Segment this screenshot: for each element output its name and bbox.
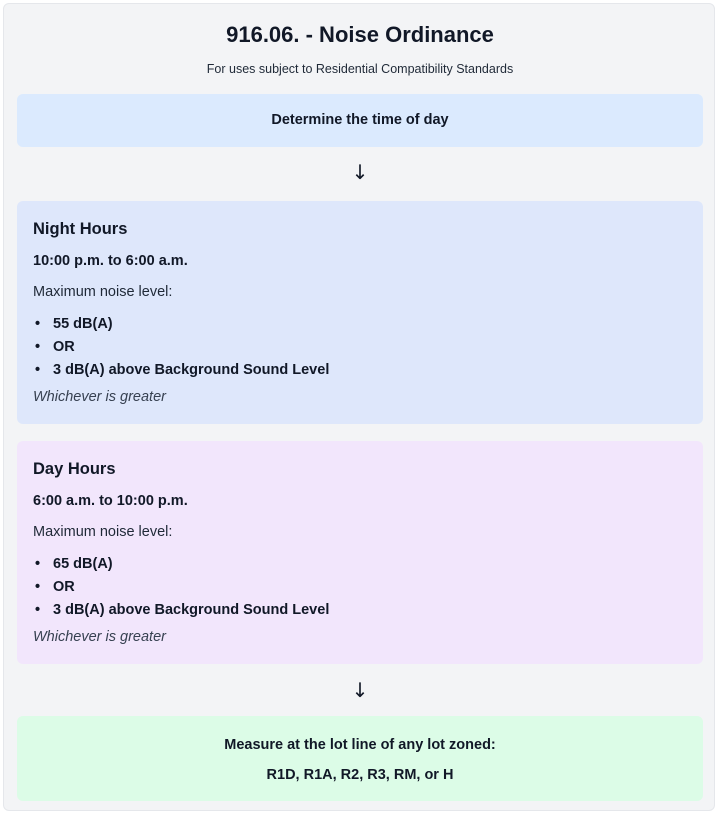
measure-location-box: [17, 716, 703, 801]
day-max-label: Maximum noise level:: [33, 524, 173, 540]
day-hours-box: [17, 441, 703, 664]
day-limit-list: [33, 553, 687, 622]
page-title: 916.06. - Noise Ordinance: [226, 22, 494, 47]
night-note: Whichever is greater: [33, 389, 166, 405]
time-of-day-label: Determine the time of day: [271, 112, 449, 128]
night-limit-list: [33, 313, 687, 382]
bullet-icon: •: [35, 602, 41, 618]
night-hours-range: 10:00 p.m. to 6:00 a.m.: [33, 253, 188, 269]
list-item: • 3 dB(A) above Background Sound Level: [33, 359, 687, 382]
time-of-day-box: [17, 94, 703, 147]
down-arrow-icon: ↓: [351, 160, 369, 184]
day-hours-range: 6:00 a.m. to 10:00 p.m.: [33, 493, 188, 509]
bullet-icon: •: [35, 362, 41, 378]
day-note: Whichever is greater: [33, 629, 166, 645]
day-hours-title: Day Hours: [33, 460, 116, 478]
list-item: • OR: [33, 576, 687, 599]
bullet-icon: •: [35, 339, 41, 355]
bullet-icon: •: [35, 316, 41, 332]
list-item: • OR: [33, 336, 687, 359]
list-item: • 55 dB(A): [33, 313, 687, 336]
night-hours-title: Night Hours: [33, 220, 128, 238]
list-item: • 3 dB(A) above Background Sound Level: [33, 599, 687, 622]
measure-instruction: Measure at the lot line of any lot zoned:: [224, 737, 496, 753]
bullet-icon: •: [35, 579, 41, 595]
down-arrow-icon: ↓: [351, 678, 369, 702]
page-subtitle: For uses subject to Residential Compatibility Standards: [206, 62, 514, 76]
list-item: • 65 dB(A): [33, 553, 687, 576]
night-hours-box: [17, 201, 703, 424]
night-max-label: Maximum noise level:: [33, 284, 173, 300]
zoning-list: R1D, R1A, R2, R3, RM, or H: [266, 767, 454, 783]
bullet-icon: •: [35, 556, 41, 572]
